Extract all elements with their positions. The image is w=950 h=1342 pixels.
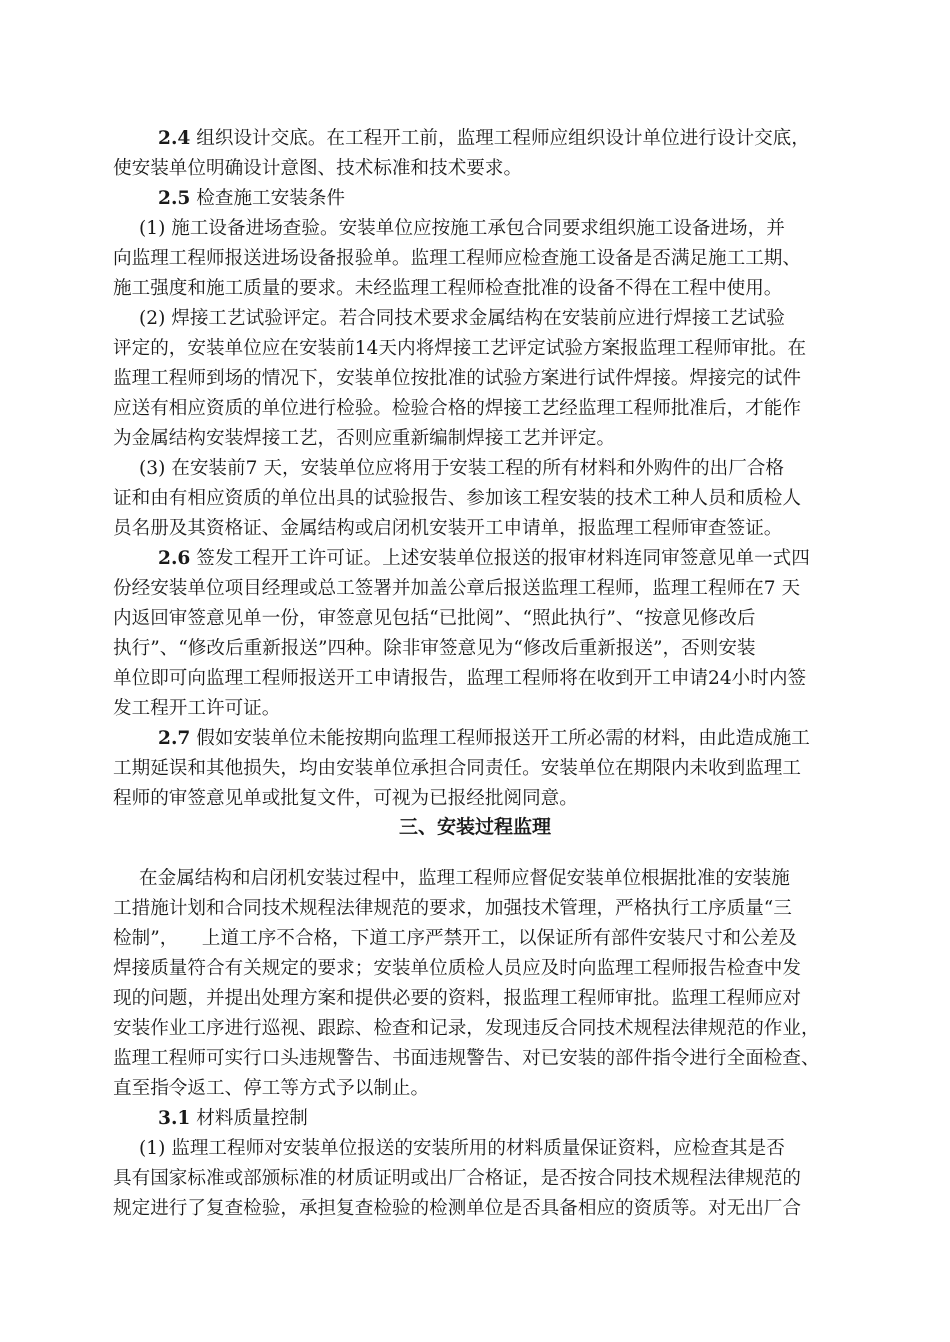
section-2-7-line-3: 程师的审签意见单或批复文件，可视为已报经批阅同意。 xyxy=(113,788,578,809)
section-2-6-line-3: 内返回审签意见单一份，审签意见包括“已批阅”、“照此执行”、“按意见修改后 xyxy=(113,608,756,629)
section-number: 2.7 xyxy=(158,728,191,749)
section-2-4-line-1: 2.4 组织设计交底。在工程开工前，监理工程师应组织设计单位进行设计交底， xyxy=(158,128,810,149)
intro-line-4: 焊接质量符合有关规定的要求；安装单位质检人员应及时向监理工程师报告检查中发 xyxy=(113,958,801,979)
item-3-1-1-line-3: 规定进行了复查检验，承担复查检验的检测单位是否具备相应的资质等。对无出厂合 xyxy=(113,1198,801,1219)
item-3-1-1-line-1: (1) 监理工程师对安装单位报送的安装所用的材料质量保证资料，应检查其是否 xyxy=(139,1138,785,1159)
section-2-5-heading: 2.5 检查施工安装条件 xyxy=(158,188,346,209)
section-2-6-line-5: 单位即可向监理工程师报送开工申请报告，监理工程师将在收到开工申请24小时内签 xyxy=(113,668,807,689)
item-2-line-4: 应送有相应资质的单位进行检验。检验合格的焊接工艺经监理工程师批准后，才能作 xyxy=(113,398,801,419)
section-number: 3.1 xyxy=(158,1108,191,1129)
section-number: 2.5 xyxy=(158,188,191,209)
intro-line-8: 直至指令返工、停工等方式予以制止。 xyxy=(113,1078,430,1099)
intro-line-2: 工措施计划和合同技术规程法律规范的要求，加强技术管理，严格执行工序质量“三 xyxy=(113,898,792,919)
item-1-line-1: (1) 施工设备进场查验。安装单位应按施工承包合同要求组织施工设备进场，并 xyxy=(139,218,785,239)
intro-line-7: 监理工程师可实行口头违规警告、书面违规警告、对已安装的部件指令进行全面检查、 xyxy=(113,1048,820,1069)
section-3-1-heading: 3.1 材料质量控制 xyxy=(158,1108,308,1129)
item-1-line-2: 向监理工程师报送进场设备报验单。监理工程师应检查施工设备是否满足施工工期、 xyxy=(113,248,801,269)
section-2-6-line-1: 2.6 签发工程开工许可证。上述安装单位报送的报审材料连同审签意见单一式四 xyxy=(158,548,810,569)
item-3-1-1-line-2: 具有国家标准或部颁标准的材质证明或出厂合格证，是否按合同技术规程法律规范的 xyxy=(113,1168,801,1189)
chapter-heading: 三、安装过程监理 xyxy=(398,816,551,838)
item-2-line-2: 评定的，安装单位应在安装前14天内将焊接工艺评定试验方案报监理工程师审批。在 xyxy=(113,338,807,359)
item-2-line-3: 监理工程师到场的情况下，安装单位按批准的试验方案进行试件焊接。焊接完的试件 xyxy=(113,368,801,389)
intro-line-6: 安装作业工序进行巡视、跟踪、检查和记录，发现违反合同技术规程法律规范的作业， xyxy=(113,1018,820,1039)
intro-line-5: 现的问题，并提出处理方案和提供必要的资料，报监理工程师审批。监理工程师应对 xyxy=(113,988,801,1009)
section-2-7-line-1: 2.7 假如安装单位未能按期向监理工程师报送开工所必需的材料，由此造成施工 xyxy=(158,728,810,749)
section-2-6-line-6: 发工程开工许可证。 xyxy=(113,698,281,719)
section-number: 2.4 xyxy=(158,128,191,149)
section-2-6-line-4: 执行”、“修改后重新报送”四种。除非审签意见为“修改后重新报送”，否则安装 xyxy=(113,638,756,659)
section-number: 2.6 xyxy=(158,548,191,569)
section-2-7-line-2: 工期延误和其他损失，均由安装单位承担合同责任。安装单位在期限内未收到监理工 xyxy=(113,758,801,779)
intro-line-3: 检制”， 上道工序不合格，下道工序严禁开工，以保证所有部件安装尺寸和公差及 xyxy=(113,928,797,949)
item-1-line-3: 施工强度和施工质量的要求。未经监理工程师检查批准的设备不得在工程中使用。 xyxy=(113,278,783,299)
section-2-6-line-2: 份经安装单位项目经理或总工签署并加盖公章后报送监理工程师，监理工程师在7 天 xyxy=(113,578,801,599)
section-2-4-line-2: 使安装单位明确设计意图、技术标准和技术要求。 xyxy=(113,158,523,179)
item-3-line-3: 员名册及其资格证、金属结构或启闭机安装开工申请单，报监理工程师审查签证。 xyxy=(113,518,783,539)
item-2-line-1: (2) 焊接工艺试验评定。若合同技术要求金属结构在安装前应进行焊接工艺试验 xyxy=(139,308,785,329)
intro-line-1: 在金属结构和启闭机安装过程中，监理工程师应督促安装单位根据批准的安装施 xyxy=(139,868,790,889)
item-3-line-2: 证和由有相应资质的单位出具的试验报告、参加该工程安装的技术工种人员和质检人 xyxy=(113,488,801,509)
item-3-line-1: (3) 在安装前7 天，安装单位应将用于安装工程的所有材料和外购件的出厂合格 xyxy=(139,458,784,479)
item-2-line-5: 为金属结构安装焊接工艺，否则应重新编制焊接工艺并评定。 xyxy=(113,428,616,449)
